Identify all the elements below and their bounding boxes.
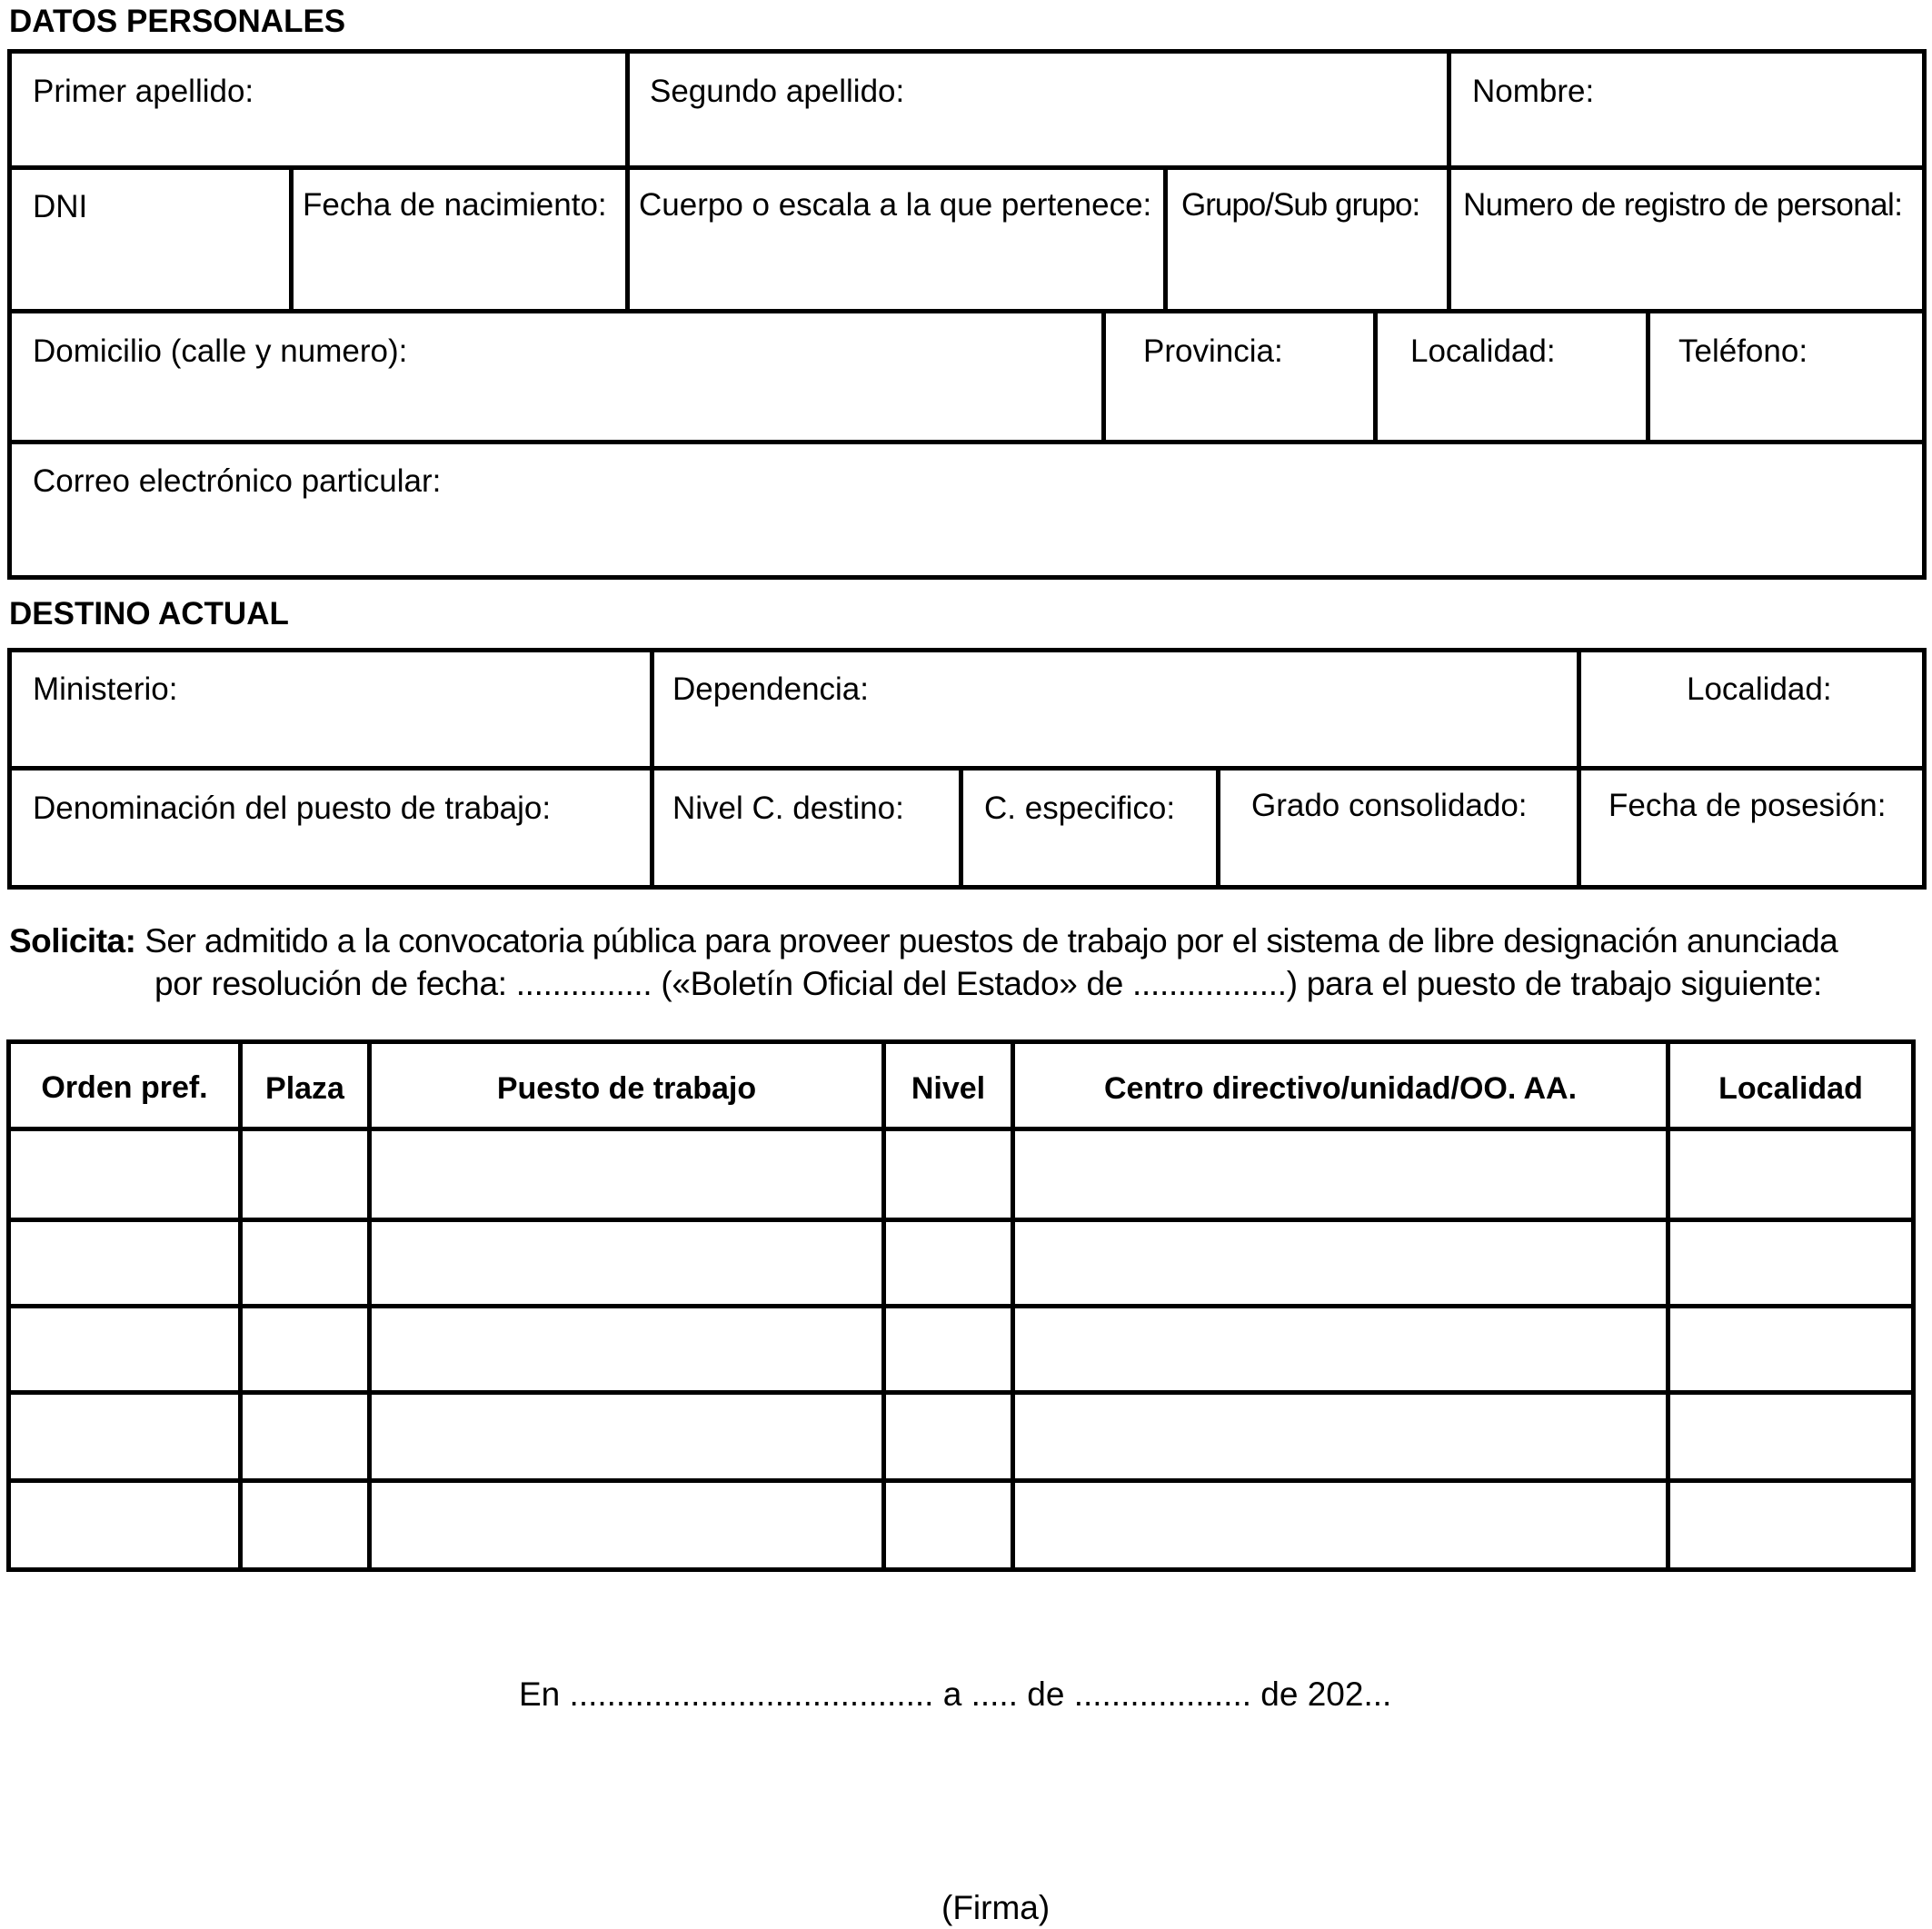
table-cell-localidad[interactable] xyxy=(1670,1483,1907,1563)
table-cell-plaza[interactable] xyxy=(243,1483,367,1563)
table-cell-orden[interactable] xyxy=(11,1483,238,1563)
table-header-centro: Centro directivo/unidad/OO. AA. xyxy=(1103,1071,1578,1106)
table-cell-centro[interactable] xyxy=(1015,1308,1666,1390)
table-cell-localidad[interactable] xyxy=(1670,1222,1907,1304)
field-ministerio[interactable]: Ministerio: xyxy=(33,671,178,707)
col-divider xyxy=(1646,309,1650,443)
table-cell-plaza[interactable] xyxy=(243,1308,367,1390)
solicita-paragraph xyxy=(9,920,1927,1005)
table-cell-plaza[interactable] xyxy=(243,1395,367,1478)
field-correo[interactable]: Correo electrónico particular: xyxy=(33,463,442,499)
field-provincia[interactable]: Provincia: xyxy=(1143,333,1283,369)
col-divider xyxy=(1373,309,1378,443)
field-cuerpo-escala[interactable]: Cuerpo o escala a la que pertenece: xyxy=(639,187,1152,223)
row-divider xyxy=(7,440,1927,444)
field-primer-apellido[interactable]: Primer apellido: xyxy=(33,74,254,109)
col-divider xyxy=(1216,766,1220,890)
table-cell-nivel[interactable] xyxy=(886,1483,1011,1563)
field-fecha-posesion[interactable]: Fecha de posesión: xyxy=(1608,788,1887,823)
fecha-lugar-line[interactable]: En ....................................... a ..... de ................... de 202... xyxy=(519,1675,1392,1713)
firma-label: (Firma) xyxy=(941,1889,1051,1926)
table-cell-puesto[interactable] xyxy=(372,1395,881,1478)
table-header-plaza: Plaza xyxy=(265,1071,344,1106)
table-cell-puesto[interactable] xyxy=(372,1483,881,1563)
table-cell-localidad[interactable] xyxy=(1670,1131,1907,1218)
field-grupo[interactable]: Grupo/Sub grupo: xyxy=(1181,187,1420,223)
solicita-line-2: por resolución de fecha: ............... («Boletín Oficial del Estado» de .................) para el puesto de trabajo siguiente: xyxy=(154,965,1822,1002)
col-divider xyxy=(1577,648,1581,770)
table-header-nivel: Nivel xyxy=(911,1071,986,1106)
table-cell-plaza[interactable] xyxy=(243,1131,367,1218)
table-cell-orden[interactable] xyxy=(11,1222,238,1304)
table-cell-centro[interactable] xyxy=(1015,1222,1666,1304)
table-cell-nivel[interactable] xyxy=(886,1131,1011,1218)
field-segundo-apellido[interactable]: Segundo apellido: xyxy=(650,74,905,109)
solicita-line-1 xyxy=(9,920,1927,962)
solicita-text-1: Ser admitido a la convocatoria pública para proveer puestos de trabajo por el sistema de libre designación anunciada xyxy=(135,922,1838,960)
section-heading-destino-actual: DESTINO ACTUAL xyxy=(9,596,289,631)
field-destino-localidad[interactable]: Localidad: xyxy=(1687,671,1832,707)
field-dependencia[interactable]: Dependencia: xyxy=(672,671,869,707)
row-divider xyxy=(7,165,1927,170)
table-cell-centro[interactable] xyxy=(1015,1395,1666,1478)
table-header-orden: Orden pref. xyxy=(41,1070,208,1105)
table-cell-orden[interactable] xyxy=(11,1308,238,1390)
table-cell-plaza[interactable] xyxy=(243,1222,367,1304)
col-divider xyxy=(1577,766,1581,890)
field-fecha-nacimiento[interactable]: Fecha de nacimiento: xyxy=(303,187,607,223)
col-divider xyxy=(650,766,654,890)
field-complemento-especifico[interactable]: C. especifico: xyxy=(984,790,1176,826)
col-divider xyxy=(959,766,963,890)
field-domicilio[interactable]: Domicilio (calle y numero): xyxy=(33,333,408,369)
table-cell-puesto[interactable] xyxy=(372,1131,881,1218)
col-divider xyxy=(289,165,294,313)
table-cell-centro[interactable] xyxy=(1015,1483,1666,1563)
field-telefono[interactable]: Teléfono: xyxy=(1678,333,1808,369)
table-cell-nivel[interactable] xyxy=(886,1308,1011,1390)
table-cell-puesto[interactable] xyxy=(372,1222,881,1304)
field-dni[interactable]: DNI xyxy=(33,189,88,224)
section-heading-datos-personales: DATOS PERSONALES xyxy=(9,4,346,39)
table-cell-centro[interactable] xyxy=(1015,1131,1666,1218)
row-divider xyxy=(7,309,1927,313)
table-cell-localidad[interactable] xyxy=(1670,1395,1907,1478)
field-grado-consolidado[interactable]: Grado consolidado: xyxy=(1251,788,1528,823)
datos-personales-frame xyxy=(7,49,1927,580)
col-divider xyxy=(1163,165,1168,313)
col-divider xyxy=(1447,49,1451,313)
field-numero-registro[interactable]: Numero de registro de personal: xyxy=(1463,187,1903,223)
table-cell-orden[interactable] xyxy=(11,1131,238,1218)
col-divider xyxy=(1101,309,1106,443)
table-cell-orden[interactable] xyxy=(11,1395,238,1478)
field-localidad[interactable]: Localidad: xyxy=(1410,333,1556,369)
table-cell-nivel[interactable] xyxy=(886,1395,1011,1478)
table-header-localidad: Localidad xyxy=(1718,1071,1863,1106)
table-cell-puesto[interactable] xyxy=(372,1308,881,1390)
col-divider xyxy=(625,49,630,313)
field-nivel-destino[interactable]: Nivel C. destino: xyxy=(672,790,904,826)
table-cell-nivel[interactable] xyxy=(886,1222,1011,1304)
table-header-puesto: Puesto de trabajo xyxy=(496,1071,757,1106)
field-denominacion-puesto[interactable]: Denominación del puesto de trabajo: xyxy=(33,790,552,826)
field-nombre[interactable]: Nombre: xyxy=(1472,74,1595,109)
col-divider xyxy=(650,648,654,770)
table-cell-localidad[interactable] xyxy=(1670,1308,1907,1390)
solicita-label: Solicita: xyxy=(9,922,136,960)
row-divider xyxy=(7,766,1927,771)
